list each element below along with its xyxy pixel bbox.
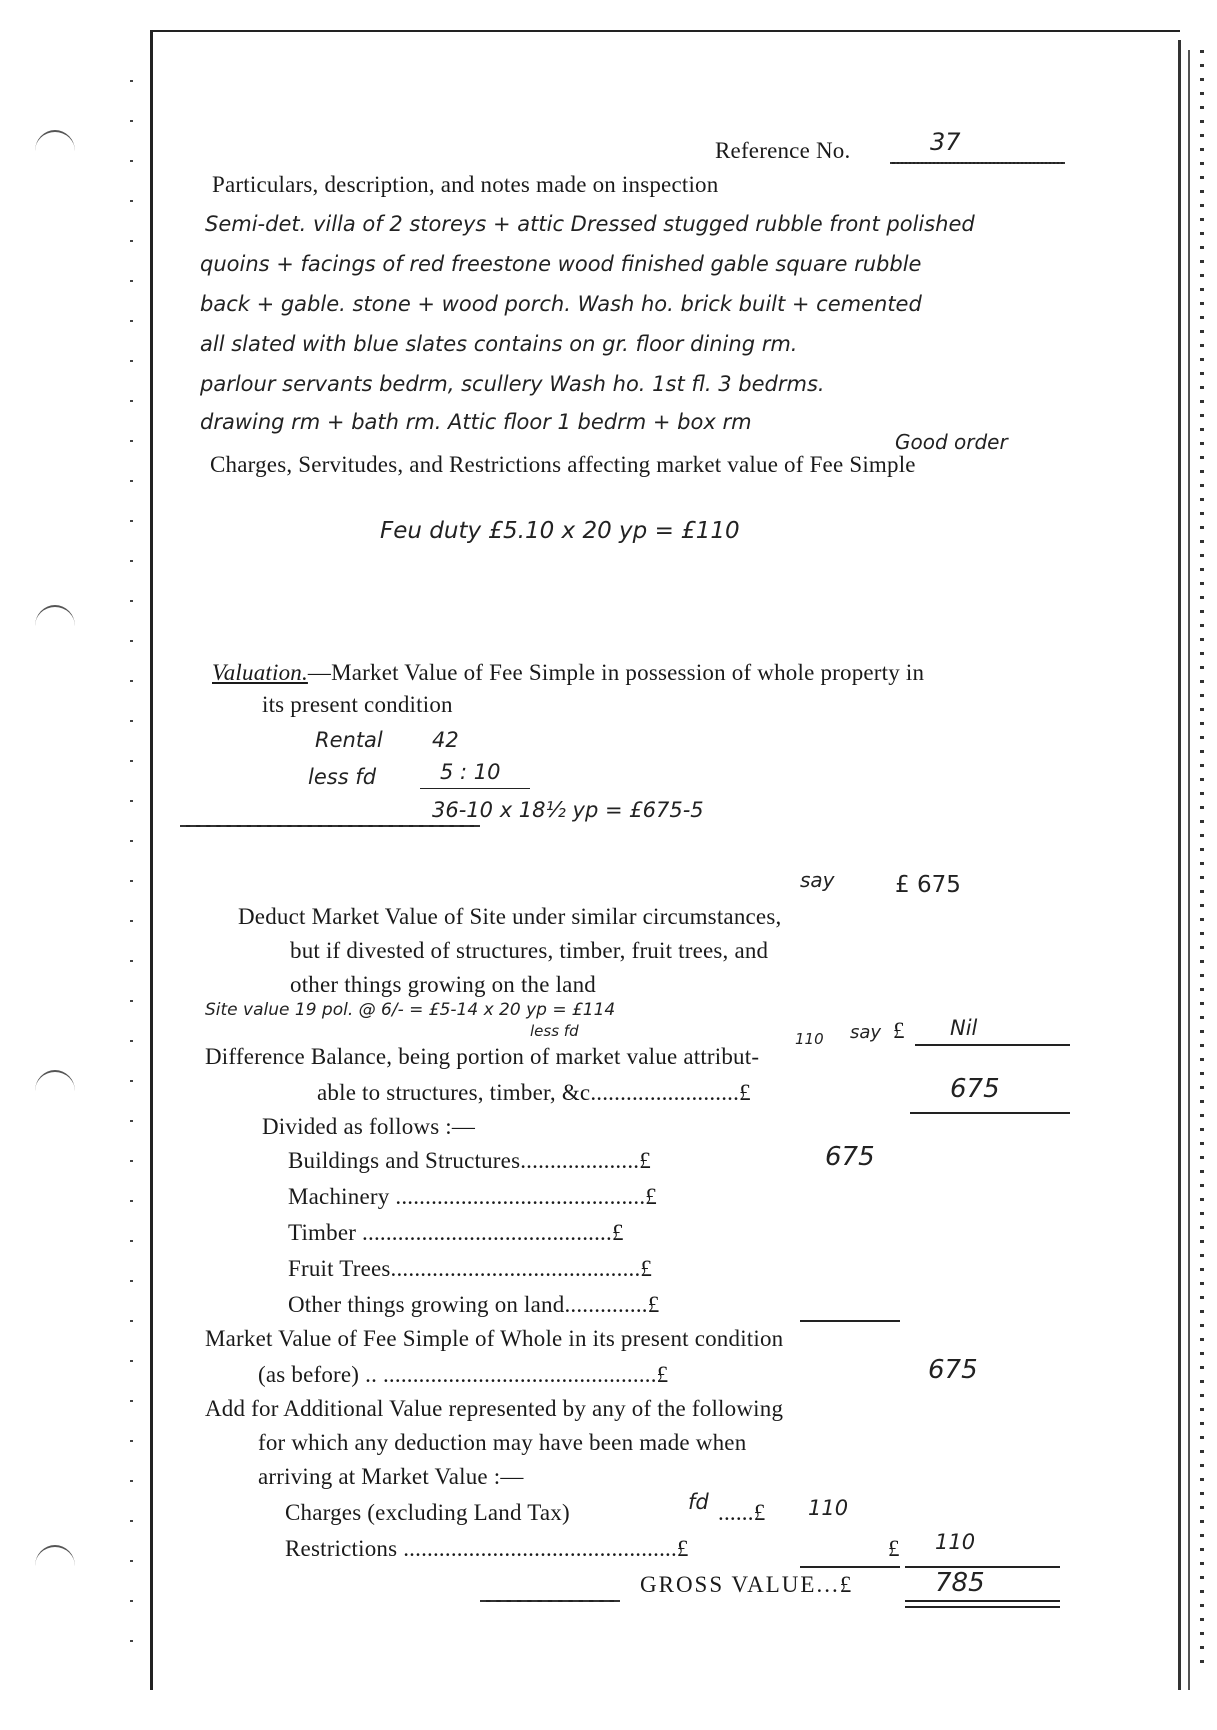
subtotal-rule [800,1320,900,1322]
deduct-pound-sign: £ [893,1018,905,1043]
punch-hole [35,1070,75,1112]
rental-value: 42 [432,728,459,752]
restrictions-label: Restrictions ..............................................£ [285,1536,689,1561]
divided-item-buildings: Buildings and Structures....................£ [288,1148,651,1173]
description-line: parlour servants bedrm, scullery Wash ho. 1st fl. 3 bedrms. [200,372,825,396]
additional-line-2: for which any deduction may have been made when [258,1430,747,1455]
punch-hole [35,1545,75,1587]
description-line: quoins + facings of red freestone wood finished gable square rubble [200,252,922,276]
valuation-say-amount: £ 675 [895,872,961,898]
description-line: Semi-det. villa of 2 storeys + attic Dressed stugged rubble front polished [205,212,975,236]
charges-excluding-land-tax-label: Charges (excluding Land Tax) [285,1500,570,1525]
divided-item-machinery: Machinery ..........................................£ [288,1184,657,1209]
site-value-note: Site value 19 pol. @ 6/- = £5-14 x 20 yp = £114 [205,1000,616,1020]
gross-rule-1 [905,1600,1060,1602]
description-line: all slated with blue slates contains on gr. floor dining rm. [200,332,798,356]
description-line: back + gable. stone + wood porch. Wash ho. brick built + cemented [200,292,922,316]
market-whole-line-2: (as before) .. ..............................................£ [258,1362,669,1387]
say-label: say [800,868,835,892]
dashed-rule [480,1600,620,1602]
condition-note: Good order [895,430,1008,454]
particulars-heading: Particulars, description, and notes made on inspection [212,172,719,197]
additional-line-1: Add for Additional Value represented by any of the following [205,1396,784,1421]
charges-fd-note: fd [688,1490,709,1514]
valuation-heading-text: —Market Value of Fee Simple in possession of whole property in [307,660,925,685]
page-left-border [150,30,153,1690]
amount-rule [915,1044,1070,1046]
difference-value: 675 [950,1074,1000,1104]
divided-value-buildings: 675 [825,1142,875,1172]
gross-value: 785 [935,1568,985,1598]
additional-line-3: arriving at Market Value :— [258,1464,524,1489]
charges-pound: ......£ [718,1500,766,1525]
gross-value-label: GROSS VALUE...£ [640,1572,854,1597]
reference-underline [890,162,1065,164]
charges-heading: Charges, Servitudes, and Restrictions affecting market value of Fee Simple [210,452,916,477]
subtraction-rule [420,788,530,789]
gross-rule-2 [905,1606,1060,1608]
divided-heading: Divided as follows :— [262,1114,476,1139]
page-right-border-inner [1188,50,1190,1690]
binding-holes [1200,50,1204,1670]
feu-duty-note: Feu duty £5.10 x 20 yp = £110 [380,518,740,544]
valuation-heading-line2: its present condition [262,692,453,717]
net-rental-calculation: 36-10 x 18½ yp = £675-5 [432,798,704,822]
reference-value: 37 [930,128,961,156]
punch-hole [35,605,75,647]
valuation-label: Valuation. [212,660,308,685]
divided-item-timber: Timber ..........................................£ [288,1220,624,1245]
deduct-line-1: Deduct Market Value of Site under similar circumstances, [238,904,782,929]
rental-label: Rental [315,728,383,752]
site-deduct-value: Nil [950,1016,978,1040]
less-fd-value: 110 [795,1030,824,1048]
difference-line-2: able to structures, timber, &c.........................£ [317,1080,751,1105]
less-feu-duty-label: less fd [308,765,377,789]
market-whole-value: 675 [928,1355,978,1385]
deduct-line-2: but if divested of structures, timber, fruit trees, and [290,938,769,963]
page-right-border [1178,40,1181,1690]
divided-item-fruit-trees: Fruit Trees..........................................£ [288,1256,653,1281]
market-whole-line-1: Market Value of Fee Simple of Whole in its present condition [205,1326,784,1351]
additional-total-value: 110 [935,1530,976,1554]
divided-item-other-things: Other things growing on land..............£ [288,1292,660,1317]
valuation-heading [212,660,924,686]
description-line: drawing rm + bath rm. Attic floor 1 bedrm + box rm [200,410,752,434]
reference-label: Reference No. [715,138,851,163]
subtotal-rule [800,1566,900,1568]
less-feu-duty-value: 5 : 10 [440,760,501,784]
deduct-say-label: say [850,1022,882,1043]
punch-hole [35,130,75,172]
less-fd-note: less fd [530,1022,579,1040]
charges-value: 110 [808,1496,849,1520]
margin-tick-marks [130,80,133,1680]
deduct-line-3: other things growing on the land [290,972,596,997]
page-top-border [150,30,1180,32]
dashed-rule [180,825,480,827]
additional-total-pound: £ [888,1536,900,1561]
difference-line-1: Difference Balance, being portion of market value attribut- [205,1044,760,1069]
amount-rule [910,1112,1070,1114]
